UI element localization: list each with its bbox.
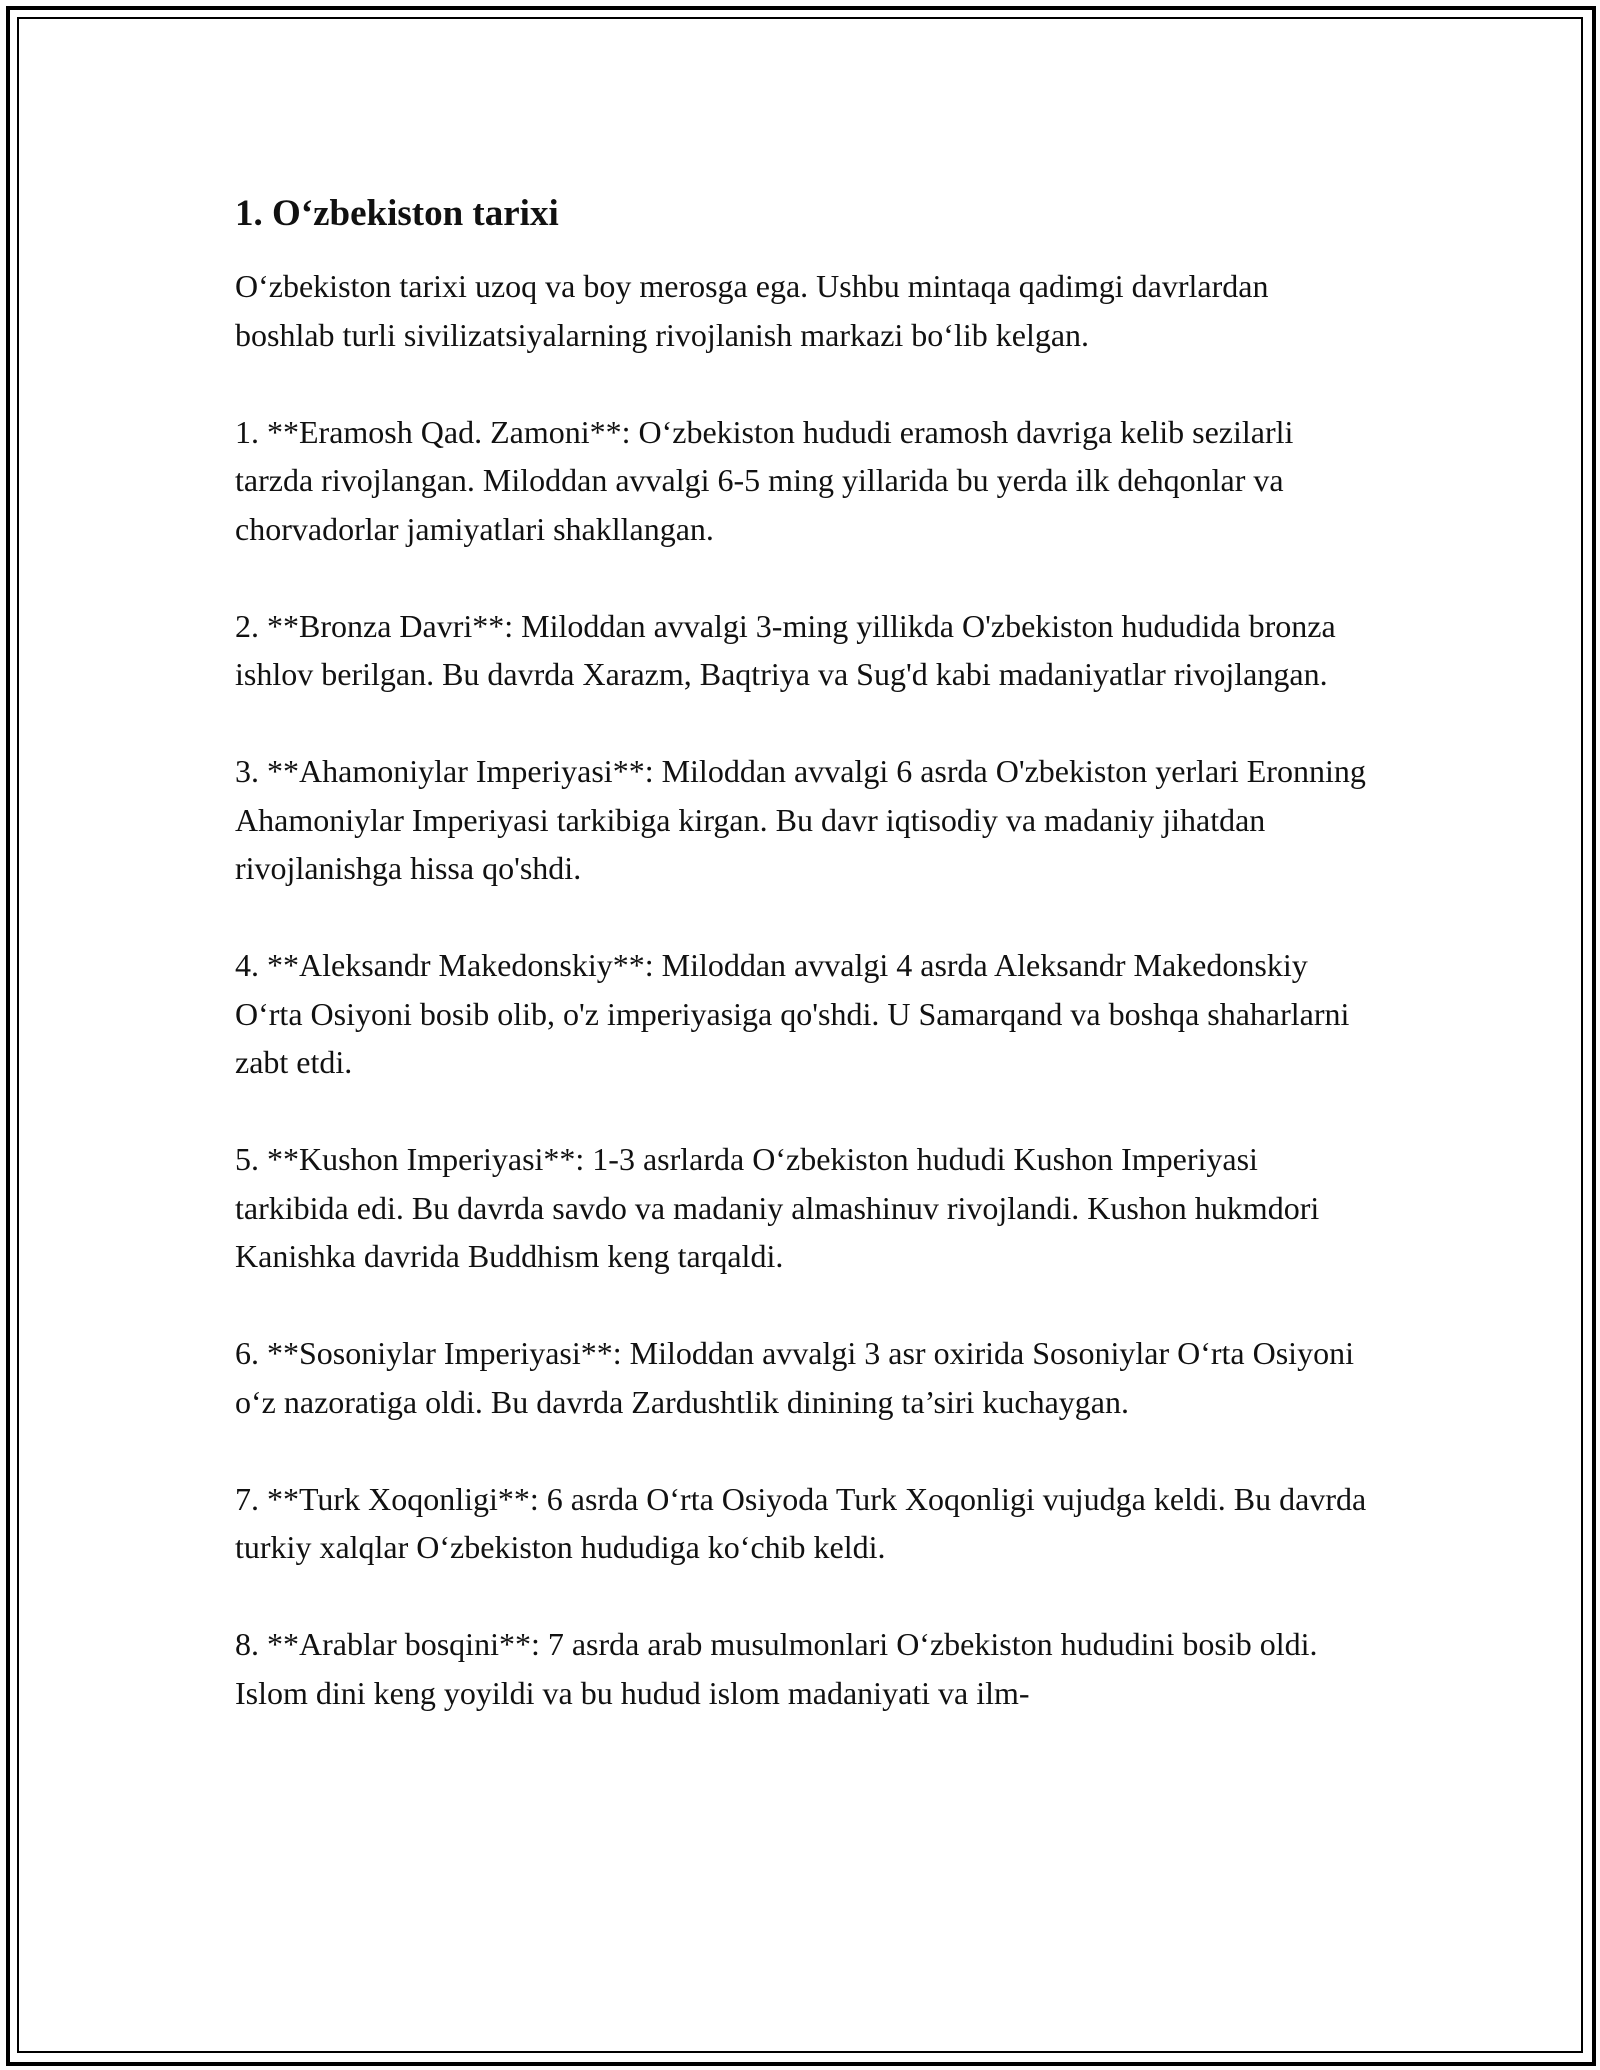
- intro-paragraph: O‘zbekiston tarixi uzoq va boy merosga ega. Ushbu mintaqa qadimgi davrlardan boshlab turli sivilizatsiyalarning rivojlanish markazi bo‘lib kelgan.: [235, 268, 1269, 353]
- section-heading: 1. O‘zbekiston tarixi: [235, 193, 559, 234]
- list-item-eramosh: 1. **Eramosh Qad. Zamoni**: O‘zbekiston hududi eramosh davriga kelib sezilarli tarzda rivojlangan. Miloddan avvalgi 6-5 ming yillarida bu yerda ilk dehqonlar va chorvadorlar jamiyatlari shakllangan.: [235, 413, 1294, 547]
- list-item-sosoniylar: 6. **Sosoniylar Imperiyasi**: Miloddan avvalgi 3 asr oxirida Sosoniylar O‘rta Osiyoni o‘z nazoratiga oldi. Bu davrda Zardushtlik dinining ta’siri kuchaygan.: [235, 1335, 1354, 1420]
- list-item-ahamoniylar: 3. **Ahamoniylar Imperiyasi**: Miloddan avvalgi 6 asrda O'zbekiston yerlari Eronning Ahamoniylar Imperiyasi tarkibiga kirgan. Bu davr iqtisodiy va madaniy jihatdan rivojlanishga hissa qo'shdi.: [235, 753, 1366, 886]
- list-item-kushon: 5. **Kushon Imperiyasi**: 1-3 asrlarda O‘zbekiston hududi Kushon Imperiyasi tarkibida edi. Bu davrda savdo va madaniy almashinuv rivojlandi. Kushon hukmdori Kanishka davrida Buddhism keng tarqaldi.: [235, 1141, 1320, 1274]
- list-item-aleksandr: 4. **Aleksandr Makedonskiy**: Miloddan avvalgi 4 asrda Aleksandr Makedonskiy O‘rta Osiyoni bosib olib, o'z imperiyasiga qo'shdi. U Samarqand va boshqa shaharlarni zabt etdi.: [235, 947, 1350, 1080]
- list-item-turk: 7. **Turk Xoqonligi**: 6 asrda O‘rta Osiyoda Turk Xoqonligi vujudga keldi. Bu davrda turkiy xalqlar O‘zbekiston hududiga ko‘chib keldi.: [235, 1480, 1367, 1565]
- list-item-arablar: 8. **Arablar bosqini**: 7 asrda arab musulmonlari O‘zbekiston hududini bosib oldi. Islom dini keng yoyildi va bu hudud islom madaniyati va ilm-: [235, 1626, 1318, 1711]
- list-item-bronza: 2. **Bronza Davri**: Miloddan avvalgi 3-ming yillikda O'zbekiston hududida bronza ishlov berilgan. Bu davrda Xarazm, Baqtriya va Sug'd kabi madaniyatlar rivojlangan.: [235, 607, 1336, 692]
- document-body: [235, 186, 1375, 1766]
